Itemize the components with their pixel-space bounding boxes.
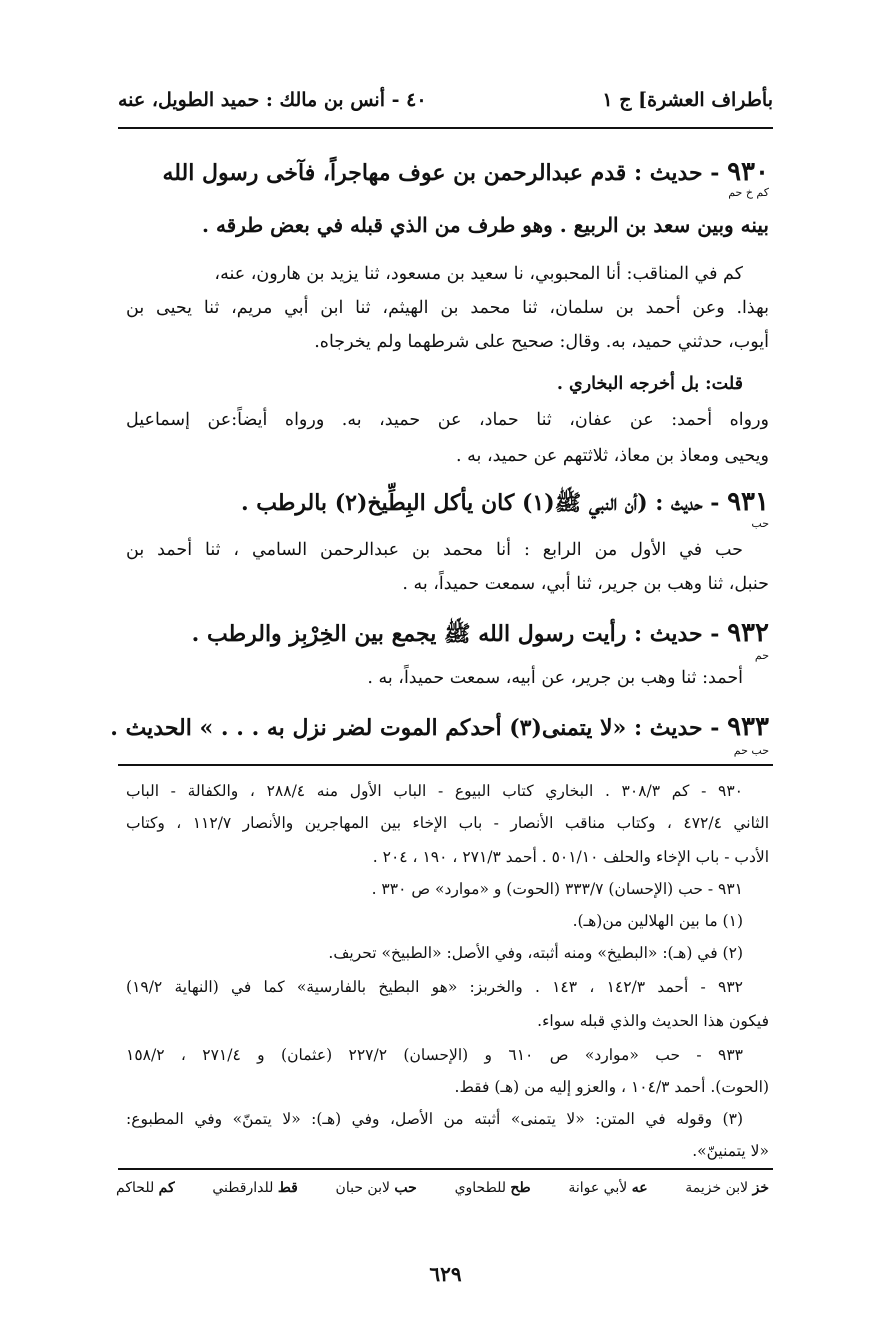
footnote-931-line-1: ٩٣١ - حب (الإحسان) ٣٣٣/٧ (الحوت) و «موارد» ص ٣٣٠ .	[371, 880, 743, 898]
footnote-note-3-line-1: (٣) وقوله في المتن: «لا يتمنى» أثبته من الأصل، وفي (هـ): «لا يتمنّ» وفي المطبوع:	[126, 1110, 743, 1128]
footnote-933-line-1: ٩٣٣ - حب «موارد» ص ٦١٠ و (الإحسان) ٢٢٧/٢ (عثمان) و ٢٧١/٤ ، ١٥٨/٢	[126, 1046, 743, 1064]
page-number: ٦٢٩	[429, 1262, 462, 1286]
header-volume: بأطراف العشرة] ج ١	[602, 89, 773, 111]
hadith-930-line-3: أيوب، حدثني حميد، به. وقال: صحيح على شرطهما ولم يخرجاه.	[314, 332, 769, 352]
hadith-text: - حديث : (أن النبي ﷺ(١) كان يأكل البِطِّيخ(٢) بالرطب .	[240, 490, 720, 516]
hadith-931-line-1: حب في الأول من الرابع : أنا محمد بن عبدالرحمن السامي ، ثنا أحمد بن	[126, 540, 743, 560]
footnote-930-line-1: ٩٣٠ - كم ٣٠٨/٣ . البخاري كتاب البيوع - الباب الأول منه ٢٨٨/٤ ، والكفالة - الباب	[126, 782, 743, 800]
header-chapter: ٤٠ - أنس بن مالك : حميد الطويل، عنه	[118, 89, 427, 111]
footnote-930-line-3: الأدب - باب الإخاء والحلف ٥٠١/١٠ . أحمد ٢٧١/٣ ، ١٩٠ ، ٢٠٤ .	[372, 848, 769, 866]
footnote-note-1: (١) ما بين الهلالين من(هـ).	[572, 912, 743, 930]
footnote-932-line-2: فيكون هذا الحديث والذي قبله سواء.	[537, 1012, 769, 1030]
footnote-rule	[118, 764, 773, 766]
footnote-note-3-line-2: «لا يتمنينّ».	[692, 1142, 769, 1160]
legend-item: حب لابن حبان	[335, 1180, 417, 1196]
legend-item: طح للطحاوي	[454, 1180, 531, 1196]
hadith-932-title	[192, 616, 769, 651]
hadith-number: ٩٣٢	[727, 618, 769, 648]
hadith-933-sigla: حب حم	[733, 744, 769, 757]
hadith-text: - حديث : رأيت رسول الله ﷺ يجمع بين الخِرْبِز والرطب .	[191, 621, 720, 647]
hadith-931-line-2: حنبل، ثنا وهب بن جرير، ثنا أبي، سمعت حميداً، به .	[402, 574, 769, 594]
hadith-930-line-6: ويحيى ومعاذ بن معاذ، ثلاثتهم عن حميد، به .	[456, 446, 769, 466]
footnote-933-line-2: (الحوت). أحمد ١٠٤/٣ ، والعزو إليه من (هـ) فقط.	[454, 1078, 769, 1096]
hadith-930-sigla: كم خ حم	[728, 186, 769, 199]
hadith-931-title	[241, 485, 769, 520]
hadith-933-title	[110, 710, 769, 745]
sigla-legend	[116, 1180, 769, 1196]
hadith-930-line-5: ورواه أحمد: عن عفان، ثنا حماد، عن حميد، به. ورواه أيضاً:عن إسماعيل	[126, 410, 769, 430]
hadith-930-title	[162, 155, 769, 190]
hadith-number: ٩٣١	[727, 487, 769, 517]
hadith-930-title-cont: بينه وبين سعد بن الربيع . وهو طرف من الذي قبله في بعض طرقه .	[202, 213, 769, 237]
hadith-931-sigla: حب	[751, 517, 769, 530]
hadith-number: ٩٣٠	[727, 157, 769, 187]
hadith-930-line-1: كم في المناقب: أنا المحبوبي، نا سعيد بن مسعود، ثنا يزيد بن هارون، عنه،	[214, 264, 743, 284]
hadith-932-line-1: أحمد: ثنا وهب بن جرير، عن أبيه، سمعت حميداً، به .	[367, 668, 743, 688]
legend-rule	[118, 1168, 773, 1170]
legend-item: كم للحاكم	[116, 1180, 175, 1196]
hadith-930-line-2: بهذا. وعن أحمد بن سلمان، ثنا محمد بن الهيثم، ثنا ابن أبي مريم، ثنا يحيى بن	[126, 298, 769, 318]
running-header	[118, 82, 773, 118]
legend-item: قط للدارقطني	[212, 1180, 298, 1196]
legend-item: خز لابن خزيمة	[685, 1180, 769, 1196]
hadith-932-sigla: حم	[754, 649, 769, 662]
hadith-text: - حديث : قدم عبدالرحمن بن عوف مهاجراً، فآخى رسول الله	[162, 160, 720, 186]
hadith-930-line-4: قلت: بل أخرجه البخاري .	[556, 374, 743, 394]
footnote-930-line-2: الثاني ٤٧٢/٤ ، وكتاب مناقب الأنصار - باب الإخاء بين المهاجرين والأنصار ١١٢/٧ ، وكتاب	[126, 814, 769, 832]
footnote-932-line-1: ٩٣٢ - أحمد ١٤٢/٣ ، ١٤٣ . والخربز: «هو البطيخ بالفارسية» كما في (النهاية ١٩/٢)	[126, 978, 743, 996]
hadith-text: - حديث : «لا يتمنى(٣) أحدكم الموت لضر نزل به . . . » الحديث .	[110, 715, 720, 741]
header-rule	[118, 127, 773, 129]
legend-item: عه لأبي عوانة	[568, 1180, 648, 1196]
footnote-note-2: (٢) في (هـ): «البطيخ» ومنه أثبته، وفي الأصل: «الطبيخ» تحريف.	[328, 944, 743, 962]
hadith-number: ٩٣٣	[727, 712, 769, 742]
